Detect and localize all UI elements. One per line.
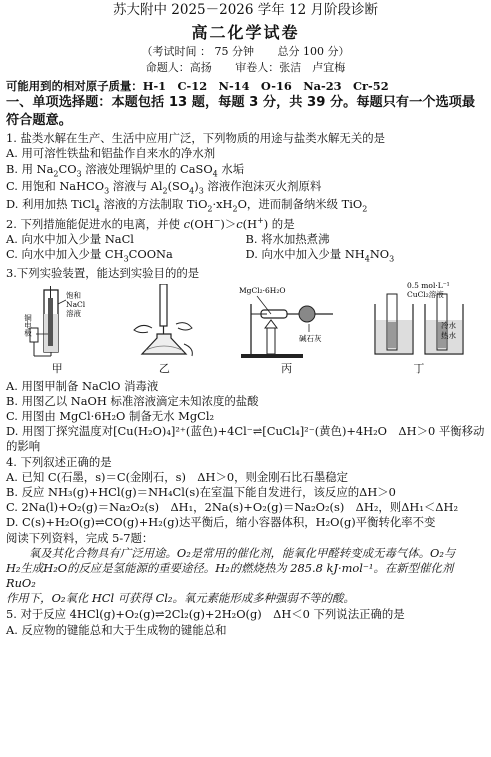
jia-label-solution: 溶液: [66, 309, 82, 319]
exam-score: 总分 100 分）: [277, 44, 350, 58]
q1-c-text: 溶液作泡沫灭火剂原料: [203, 179, 322, 194]
section-title: [6, 94, 485, 130]
reviewer: 审卷人：张洁 卢宜梅: [235, 61, 346, 75]
q1-b-text: 水垢: [217, 161, 245, 176]
q1-stem: 1. 盐类水解在生产、生活中应用广泛，下列物质的用途与盐类水解无关的是: [6, 131, 385, 146]
jia-label-nacl: NaCl: [66, 300, 86, 310]
figure-ding: [369, 280, 469, 377]
q2-d-text: D. 向水中加入少量 NH: [245, 246, 365, 261]
q2-options-row1: [6, 232, 485, 247]
electrolysis-apparatus-diagram: [22, 284, 92, 360]
author: 命题人：高扬: [145, 61, 212, 75]
q3-option-d: D. 用图丁探究温度对[Cu(H₂O)₄]²⁺(蓝色)+4Cl⁻⇌[CuCl₄]²⁻(黄色)+4H₂O ΔH＞0 平衡移动: [6, 423, 485, 438]
q1-b-text: CO: [58, 161, 77, 176]
q1-option-b: B. 用 $Na_2CO_3$ 溶液处理锅炉里的 CaSO$_4$ 水垢: [6, 161, 245, 178]
question-1: [6, 131, 485, 215]
heating-apparatus-diagram: [237, 284, 337, 360]
q1-c-text: (SO: [167, 179, 190, 194]
q1-c-text: C. 用饱和 NaHCO: [6, 179, 105, 194]
reading-material: [6, 531, 485, 606]
section-title-line1: 一、单项选择题：本题包括 13 题，每题 3 分，共 39 分。每题只有一个选项最: [6, 95, 476, 110]
bing-label-mgcl2: MgCl₂·6H₂O: [238, 286, 286, 296]
figure-yi: [124, 284, 204, 377]
exam-time: （考试时间 ： 75 分钟: [141, 44, 254, 58]
atomic-masses: 可能用到的相对原子质量：H-1 C-12 N-14 O-16 Na-23 Cr-52: [6, 78, 389, 93]
question-4: [6, 455, 485, 530]
q2-option-a: A. 向水中加入少量 NaCl: [6, 231, 134, 246]
jia-label-electrode: 铜电极: [23, 314, 33, 337]
q1-d-text: 溶液的方法制取 TiO: [99, 197, 208, 212]
q1-d-text: D. 利用加热 TiCl: [6, 197, 95, 212]
q2-stem: 2. 下列措施能促进水的电离，并使 c(OH−)＞c(H+) 的是: [6, 216, 295, 231]
q3-option-d-cont: 的影响: [6, 438, 41, 453]
q3-figures: [6, 281, 485, 377]
bing-label-soda-lime: 碱石灰: [298, 334, 322, 344]
q2-stem-text: 2. 下列措施能促进水的电离，并使: [6, 216, 184, 231]
question-5: [6, 607, 485, 637]
q3-option-b: B. 用图乙以 NaOH 标准溶液滴定未知浓度的盐酸: [6, 393, 259, 408]
reading-paragraph-line2: H₂生成H₂O的反应是氢能源的重要途径。H₂的燃烧热为 285.8 kJ·mol⁻¹。在新型催化剂 RuO₂: [6, 561, 454, 591]
question-2: [6, 216, 485, 265]
titration-diagram: [124, 284, 204, 360]
reading-intro: 阅读下列资料，完成 5-7题：: [6, 531, 154, 546]
jia-label-saturated: 饱和: [66, 291, 82, 301]
q3-stem: 3.下列实验装置，能达到实验目的的是: [6, 265, 200, 280]
school-line: 苏大附中 2025－2026 学年 12 月阶段诊断: [112, 2, 379, 18]
q2-option-d: D. 向水中加入少量 $NH_4NO_3$: [245, 246, 395, 264]
reading-paragraph-line1: 氧及其化合物具有广泛用途。O₂是常用的催化剂，能氧化甲醛转变成无毒气体。O₂与: [28, 546, 456, 561]
figure-jia-caption: 甲: [51, 362, 63, 376]
q2-option-c: C. 向水中加入少量 $CH_3COONa$: [6, 246, 173, 264]
figure-jia: [22, 284, 92, 377]
q1-c-text: 溶液与 Al: [109, 179, 163, 194]
q1-option-c: C. 用饱和 NaHCO$_3$ 溶液与 $Al_2(SO_4)_3$ 溶液作泡沫灭火剂原料: [6, 179, 322, 196]
ding-label-cold-water: 冷水: [440, 321, 456, 331]
q4-option-d: D. C(s)+H₂O(g)⇌CO(g)+H₂(g)达平衡后，缩小容器体积，H₂O(g)平衡转化率不变: [6, 515, 436, 530]
figure-yi-caption: 乙: [158, 362, 170, 376]
figure-bing-caption: 丙: [281, 362, 293, 376]
q1-b-text: B. 用 Na: [6, 161, 54, 176]
water-bath-diagram: [369, 280, 469, 360]
q2-d-text: NO: [369, 246, 390, 261]
q3-option-c: C. 用图由 MgCl·6H₂O 制备无水 MgCl₂: [6, 408, 215, 423]
q1-b-text: 溶液处理锅炉里的 CaSO: [81, 161, 213, 176]
question-3: [6, 266, 485, 454]
q4-option-b: B. 反应 NH₃(g)+HCl(g)＝NH₄Cl(s)在室温下能自发进行，该反应的ΔH＞0: [6, 485, 396, 500]
figure-ding-caption: 丁: [413, 362, 425, 376]
ding-label-hot-water: 热水: [440, 331, 456, 341]
exam-title: 高二化学试卷: [191, 22, 300, 42]
exam-info: [6, 45, 485, 60]
figure-bing: [237, 284, 337, 377]
q1-option-a: A. 用可溶性铁盐和铝盐作自来水的净水剂: [6, 146, 216, 161]
q3-option-a: A. 用图甲制备 NaClO 消毒液: [6, 378, 159, 393]
q5-option-a: A. 反应物的键能总和大于生成物的键能总和: [6, 622, 227, 637]
q4-stem: 4. 下列叙述正确的是: [6, 455, 112, 470]
q2-c-text: C. 向水中加入少量 CH: [6, 246, 124, 261]
ding-label-solution: CuCl₂溶液: [406, 290, 444, 300]
exam-staff: [6, 61, 485, 76]
ding-label-concentration: 0.5 mol·L⁻¹: [406, 281, 450, 291]
q5-stem: 5. 对于反应 4HCl(g)+O₂(g)⇌2Cl₂(g)+2H₂O(g) ΔH＜0 下列说法正确的是: [6, 607, 405, 622]
q1-d-text: O，进而制备纳米级 TiO: [237, 197, 363, 212]
q2-c-text: COONa: [128, 246, 173, 261]
section-title-line2: 符合题意。: [6, 113, 72, 129]
q1-option-d: D. 利用加热 TiCl$_4$ 溶液的方法制取 $TiO_2\cdot xH_2O$，进而制备纳米级 TiO$_2$: [6, 197, 368, 214]
q2-stem-text: 的是: [268, 216, 295, 231]
q4-option-c: C. 2Na(l)+O₂(g)＝Na₂O₂(s) ΔH₁，2Na(s)+O₂(g)＝Na₂O₂(s) ΔH₂，则ΔH₁＜ΔH₂: [6, 500, 459, 515]
reading-paragraph-line3: 作用下，O₂氧化 HCl 可获得 Cl₂。氧元素能形成多种强弱不等的酸。: [6, 591, 355, 606]
q4-option-a: A. 已知 C(石墨，s)＝C(金刚石，s) ΔH＞0，则金刚石比石墨稳定: [6, 470, 348, 485]
q1-d-text: ·xH: [212, 197, 233, 212]
q2-option-b: B. 将水加热煮沸: [245, 231, 330, 246]
q2-options-row2: [6, 247, 485, 265]
q1-c-text: ): [194, 179, 199, 194]
